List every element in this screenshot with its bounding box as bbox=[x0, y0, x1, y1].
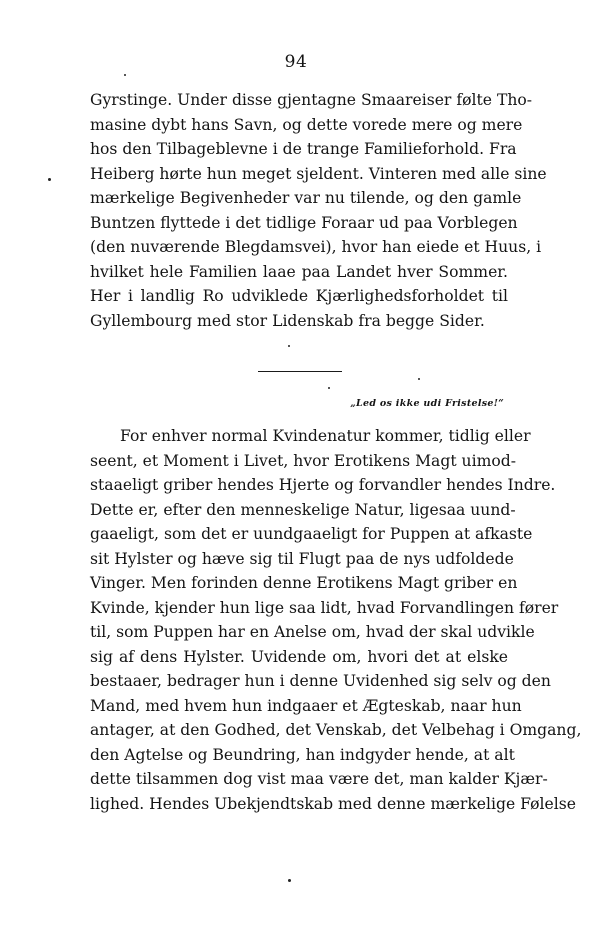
scan-speck bbox=[124, 74, 126, 76]
scan-speck bbox=[288, 345, 290, 347]
text-line: Vinger. Men forinden denne Erotikens Magt griber en bbox=[90, 574, 518, 592]
text-line: seent, et Moment i Livet, hvor Erotikens Magt uimod- bbox=[90, 451, 517, 470]
paragraph-1 bbox=[90, 88, 547, 333]
text-line: hos den Tilbageblevne i de trange Familieforhold. Fra bbox=[90, 140, 517, 158]
text-line: bestaaer, bedrager hun i denne Uvidenhed sig selv og den bbox=[90, 672, 551, 690]
text-line: For enhver normal Kvindenatur kommer, tidlig eller bbox=[120, 427, 531, 445]
text-line: staaeligt griber hendes Hjerte og forvandler hendes Indre. bbox=[90, 476, 556, 494]
scan-speck bbox=[328, 387, 330, 389]
chapter-epigraph: „Led os ikke udi Fristelse!“ bbox=[350, 398, 504, 409]
text-line: Kvinde, kjender hun lige saa lidt, hvad Forvandlingen fører bbox=[90, 598, 559, 617]
text-line: Heiberg hørte hun meget sjeldent. Vinteren med alle sine bbox=[90, 164, 547, 183]
page-number: 94 bbox=[284, 52, 308, 72]
scan-speck bbox=[288, 879, 291, 882]
text-line: masine dybt hans Savn, og dette vorede mere og mere bbox=[90, 115, 523, 134]
text-line: Buntzen flyttede i det tidlige Foraar ud paa Vorblegen bbox=[90, 213, 518, 232]
text-line: sig af dens Hylster. Uvidende om, hvori det at elske bbox=[90, 647, 508, 666]
text-line: Dette er, efter den menneskelige Natur, ligesaa uund- bbox=[90, 500, 516, 519]
text-line: Mand, med hvem hun indgaaer et Ægteskab, naar hun bbox=[90, 696, 522, 715]
text-line: gaaeligt, som det er uundgaaeligt for Puppen at afkaste bbox=[90, 525, 533, 543]
scan-speck bbox=[48, 178, 51, 181]
paragraph-2 bbox=[90, 424, 582, 816]
text-line: Gyrstinge. Under disse gjentagne Smaareiser følte Tho- bbox=[90, 91, 533, 109]
text-line: sit Hylster og hæve sig til Flugt paa de nys udfoldede bbox=[90, 549, 514, 568]
text-line: til, som Puppen har en Anelse om, hvad der skal udvikle bbox=[90, 623, 535, 641]
text-line: (den nuværende Blegdamsvei), hvor han eiede et Huus, i bbox=[90, 238, 542, 256]
section-divider bbox=[258, 371, 342, 372]
text-line: Her i landlig Ro udviklede Kjærlighedsforholdet til bbox=[90, 287, 508, 305]
text-line: dette tilsammen dog vist maa være det, man kalder Kjær- bbox=[90, 770, 548, 788]
text-line: lighed. Hendes Ubekjendtskab med denne mærkelige Følelse bbox=[90, 794, 576, 813]
text-line: Gyllembourg med stor Lidenskab fra begge Sider. bbox=[90, 311, 485, 330]
text-line: antager, at den Godhed, det Venskab, det Velbehag i Omgang, bbox=[90, 721, 582, 739]
text-line: den Agtelse og Beundring, han indgyder hende, at alt bbox=[90, 745, 515, 764]
text-line: hvilket hele Familien laae paa Landet hver Sommer. bbox=[90, 262, 508, 281]
text-line: mærkelige Begivenheder var nu tilende, og den gamle bbox=[90, 189, 522, 207]
scan-speck bbox=[418, 378, 420, 380]
